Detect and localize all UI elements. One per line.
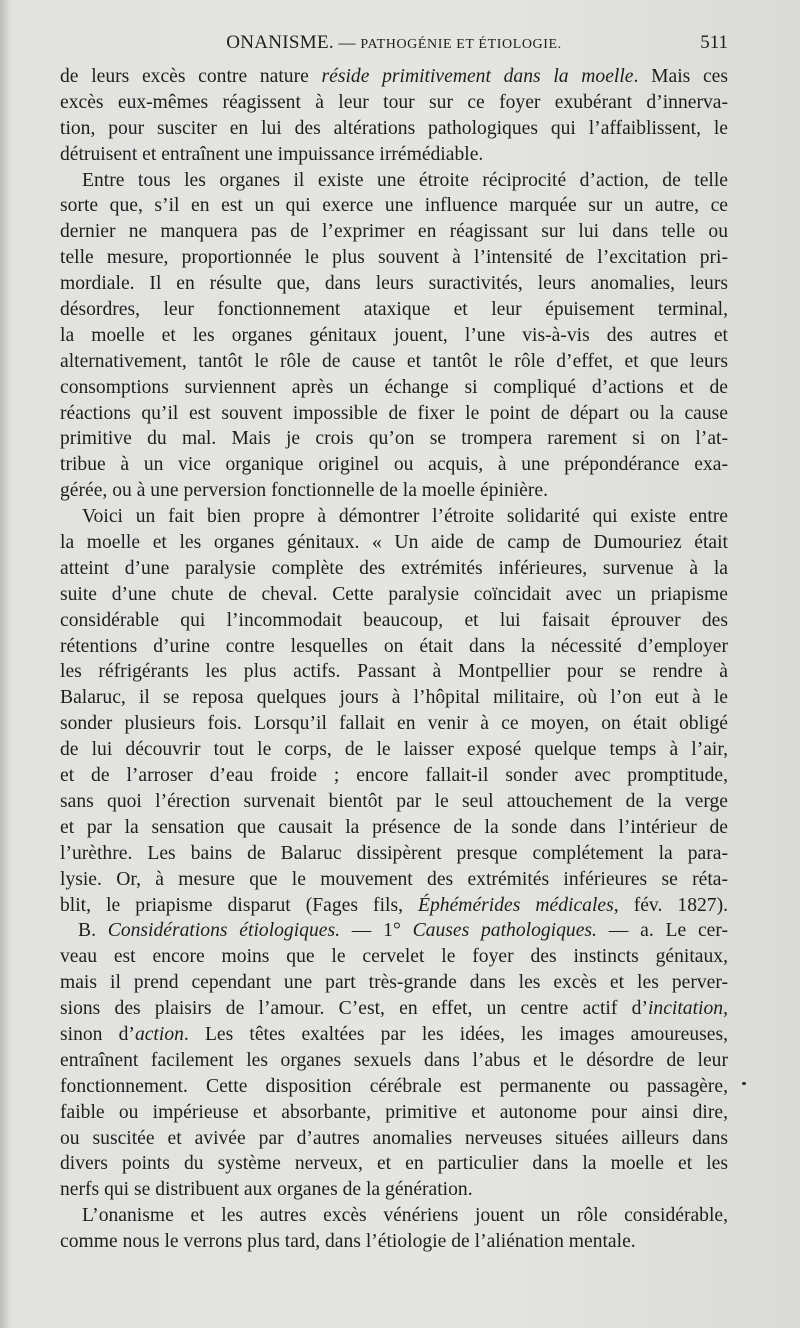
text-line — [60, 1177, 728, 1203]
text-segment: gérée, ou à une perversion fonctionnelle de la moelle épinière. — [60, 480, 548, 502]
text-line — [60, 323, 728, 349]
running-head-subtitle: PATHOGÉNIE ET ÉTIOLOGIE. — [360, 37, 562, 52]
text-segment: l’urèthre. Les bains de Balaruc dissipèrent presque complétement la para- — [60, 842, 728, 864]
text-segment: suite d’une chute de cheval. Cette paralysie coïncidait avec un priapisme — [60, 583, 728, 605]
text-line — [60, 944, 728, 970]
text-segment: et par la sensation que causait la présence de la sonde dans l’intérieur de — [60, 816, 728, 838]
text-segment: . Mais ces — [633, 66, 729, 87]
text-line — [60, 530, 728, 556]
text-segment: la moelle et les organes génitaux. « Un aide de camp de Dumouriez était — [60, 532, 728, 554]
text-line — [60, 90, 728, 116]
text-segment: les réfrigérants les plus actifs. Passant à Montpellier pour se rendre à — [60, 661, 728, 683]
text-segment: considérable qui l’incommodait beaucoup, et lui faisait éprouver des — [60, 609, 728, 631]
italic-text: Causes pathologiques. — [412, 920, 597, 942]
text-line — [60, 478, 728, 504]
text-segment: Balaruc, il se reposa quelques jours à l’hôpital militaire, où l’on eut à le — [60, 687, 728, 709]
text-line — [60, 219, 728, 245]
text-segment: réactions qu’il est souvent impossible de fixer le point de départ ou la cause — [60, 402, 728, 424]
text-segment: tribue à un vice organique originel ou acquis, à une prépondérance exa- — [60, 454, 728, 476]
text-line — [60, 401, 728, 427]
text-segment: mordiale. Il en résulte que, dans leurs suractivités, leurs anomalies, leurs — [60, 273, 728, 295]
text-segment: faible ou impérieuse et absorbante, primitive et autonome pour ainsi dire, — [60, 1101, 728, 1123]
italic-text: action — [134, 1023, 184, 1045]
running-head — [60, 32, 728, 60]
text-line — [60, 685, 728, 711]
text-line — [60, 375, 728, 401]
text-segment: B. — [78, 920, 108, 942]
text-line — [60, 1151, 728, 1177]
text-line — [60, 659, 728, 685]
text-line — [60, 168, 728, 194]
text-segment: veau est encore moins que le cervelet le foyer des instincts génitaux, — [60, 946, 728, 968]
text-segment: sorte que, s’il en est un qui exerce une influence marquée sur un autre, ce — [60, 195, 728, 217]
text-segment: Entre tous les organes il existe une étroite réciprocité d’action, de telle — [82, 169, 728, 191]
text-segment: désordres, leur fonctionnement ataxique et leur épuisement terminal, — [60, 299, 728, 321]
text-segment: — 1° — [340, 920, 413, 942]
text-segment: divers points du système nerveux, et en particulier dans la moelle et les — [60, 1153, 728, 1175]
body-text — [60, 64, 728, 1255]
italic-text: incitation — [647, 998, 724, 1020]
text-line — [60, 556, 728, 582]
text-line — [60, 608, 728, 634]
text-line — [60, 116, 728, 142]
text-line — [60, 193, 728, 219]
text-segment: de lui découvrir tout le corps, de le laisser exposé quelque temps à l’air, — [60, 739, 728, 761]
text-segment: la moelle et les organes génitaux jouent, l’une vis-à-vis des autres et — [60, 324, 728, 346]
running-head-main: ONANISME. — [226, 32, 334, 53]
text-line — [60, 1048, 728, 1074]
running-head-separator: — — [333, 33, 361, 52]
text-segment: tion, pour susciter en lui des altérations pathologiques qui l’affaiblissent, le — [60, 117, 728, 139]
text-line — [60, 841, 728, 867]
text-line — [60, 349, 728, 375]
text-segment: rétentions d’urine contre lesquelles on était dans la nécessité d’employer — [60, 635, 728, 657]
text-line — [60, 815, 728, 841]
text-segment: de leurs excès contre nature — [60, 66, 322, 87]
text-line — [60, 426, 728, 452]
text-line — [60, 271, 728, 297]
text-segment: dernier ne manquera pas de l’exprimer en réagissant sur lui dans telle ou — [60, 221, 728, 243]
text-line — [60, 142, 728, 168]
italic-text: réside primitivement dans la moelle — [321, 66, 634, 87]
text-segment: , fév. 1827). — [613, 894, 729, 916]
text-segment: primitive du mal. Mais je crois qu’on se trompera rarement si on l’at- — [60, 428, 728, 450]
text-segment: entraînent facilement les organes sexuels dans l’abus et le désordre de leur — [60, 1049, 728, 1071]
text-segment: L’onanisme et les autres excès vénériens jouent un rôle considérable, — [82, 1205, 728, 1227]
text-segment: lysie. Or, à mesure que le mouvement des extrémités inférieures se réta- — [60, 868, 728, 890]
text-segment: telle mesure, proportionnée le plus souvent à l’intensité de l’excitation pri- — [60, 247, 728, 269]
text-line — [60, 970, 728, 996]
text-segment: atteint d’une paralysie complète des extrémités inférieures, survenue à la — [60, 557, 728, 579]
page-edge-shadow — [0, 0, 10, 1328]
text-line — [60, 452, 728, 478]
text-segment: et de l’arroser d’eau froide ; encore fallait-il sonder avec promptitude, — [60, 765, 728, 787]
text-line — [60, 1100, 728, 1126]
text-segment: mais il prend cependant une part très-grande dans les excès et les perver- — [60, 972, 728, 994]
text-line — [60, 867, 728, 893]
text-segment: comme nous le verrons plus tard, dans l’étiologie de l’aliénation mentale. — [60, 1231, 636, 1253]
text-line — [60, 737, 728, 763]
text-segment: fonctionnement. Cette disposition cérébrale est permanente ou passagère, — [60, 1075, 728, 1097]
text-line — [60, 582, 728, 608]
text-line — [60, 1203, 728, 1229]
text-line — [60, 297, 728, 323]
text-segment: consomptions surviennent après un échange si compliqué d’actions et de — [60, 376, 728, 398]
text-segment: sonder plusieurs fois. Lorsqu’il fallait en venir à ce moyen, on était obligé — [60, 713, 728, 735]
text-line — [60, 893, 728, 919]
text-segment: , — [723, 998, 728, 1020]
text-line — [60, 504, 728, 530]
text-segment: sinon d’ — [60, 1023, 135, 1045]
text-line — [60, 763, 728, 789]
text-line — [60, 1126, 728, 1152]
text-line — [60, 1022, 728, 1048]
text-segment: nerfs qui se distribuent aux organes de la génération. — [60, 1179, 473, 1201]
running-head-title — [60, 32, 728, 54]
text-segment: alternativement, tantôt le rôle de cause et tantôt le rôle d’effet, et que leurs — [60, 350, 728, 372]
italic-text: Considérations étiologiques. — [107, 920, 340, 942]
page-number: 511 — [700, 32, 728, 53]
italic-text: Éphémérides médicales — [418, 894, 614, 916]
text-segment: — a. Le cer- — [596, 920, 729, 942]
text-line — [60, 918, 728, 944]
text-line — [60, 634, 728, 660]
text-segment: . Les têtes exaltées par les idées, les images amoureuses, — [183, 1023, 728, 1045]
text-segment: sions des plaisirs de l’amour. C’est, en effet, un centre actif d’ — [60, 998, 648, 1020]
text-line — [60, 711, 728, 737]
text-segment: excès eux-mêmes réagissent à leur tour sur ce foyer exubérant d’innerva- — [60, 91, 728, 113]
text-line — [60, 996, 728, 1022]
text-line — [60, 1229, 728, 1255]
text-segment: détruisent et entraînent une impuissance irrémédiable. — [60, 143, 484, 165]
text-segment: blit, le priapisme disparut (Fages fils, — [60, 894, 419, 916]
text-segment: Voici un fait bien propre à démontrer l’étroite solidarité qui existe entre — [82, 506, 728, 528]
text-segment: sans quoi l’érection survenait bientôt par le seul attouchement de la verge — [60, 790, 728, 812]
text-line — [60, 64, 728, 90]
text-line — [60, 1074, 728, 1100]
text-segment: ou suscitée et avivée par d’autres anomalies nerveuses situées ailleurs dans — [60, 1127, 728, 1149]
text-line — [60, 789, 728, 815]
text-line — [60, 245, 728, 271]
speck-mark — [742, 1082, 746, 1085]
